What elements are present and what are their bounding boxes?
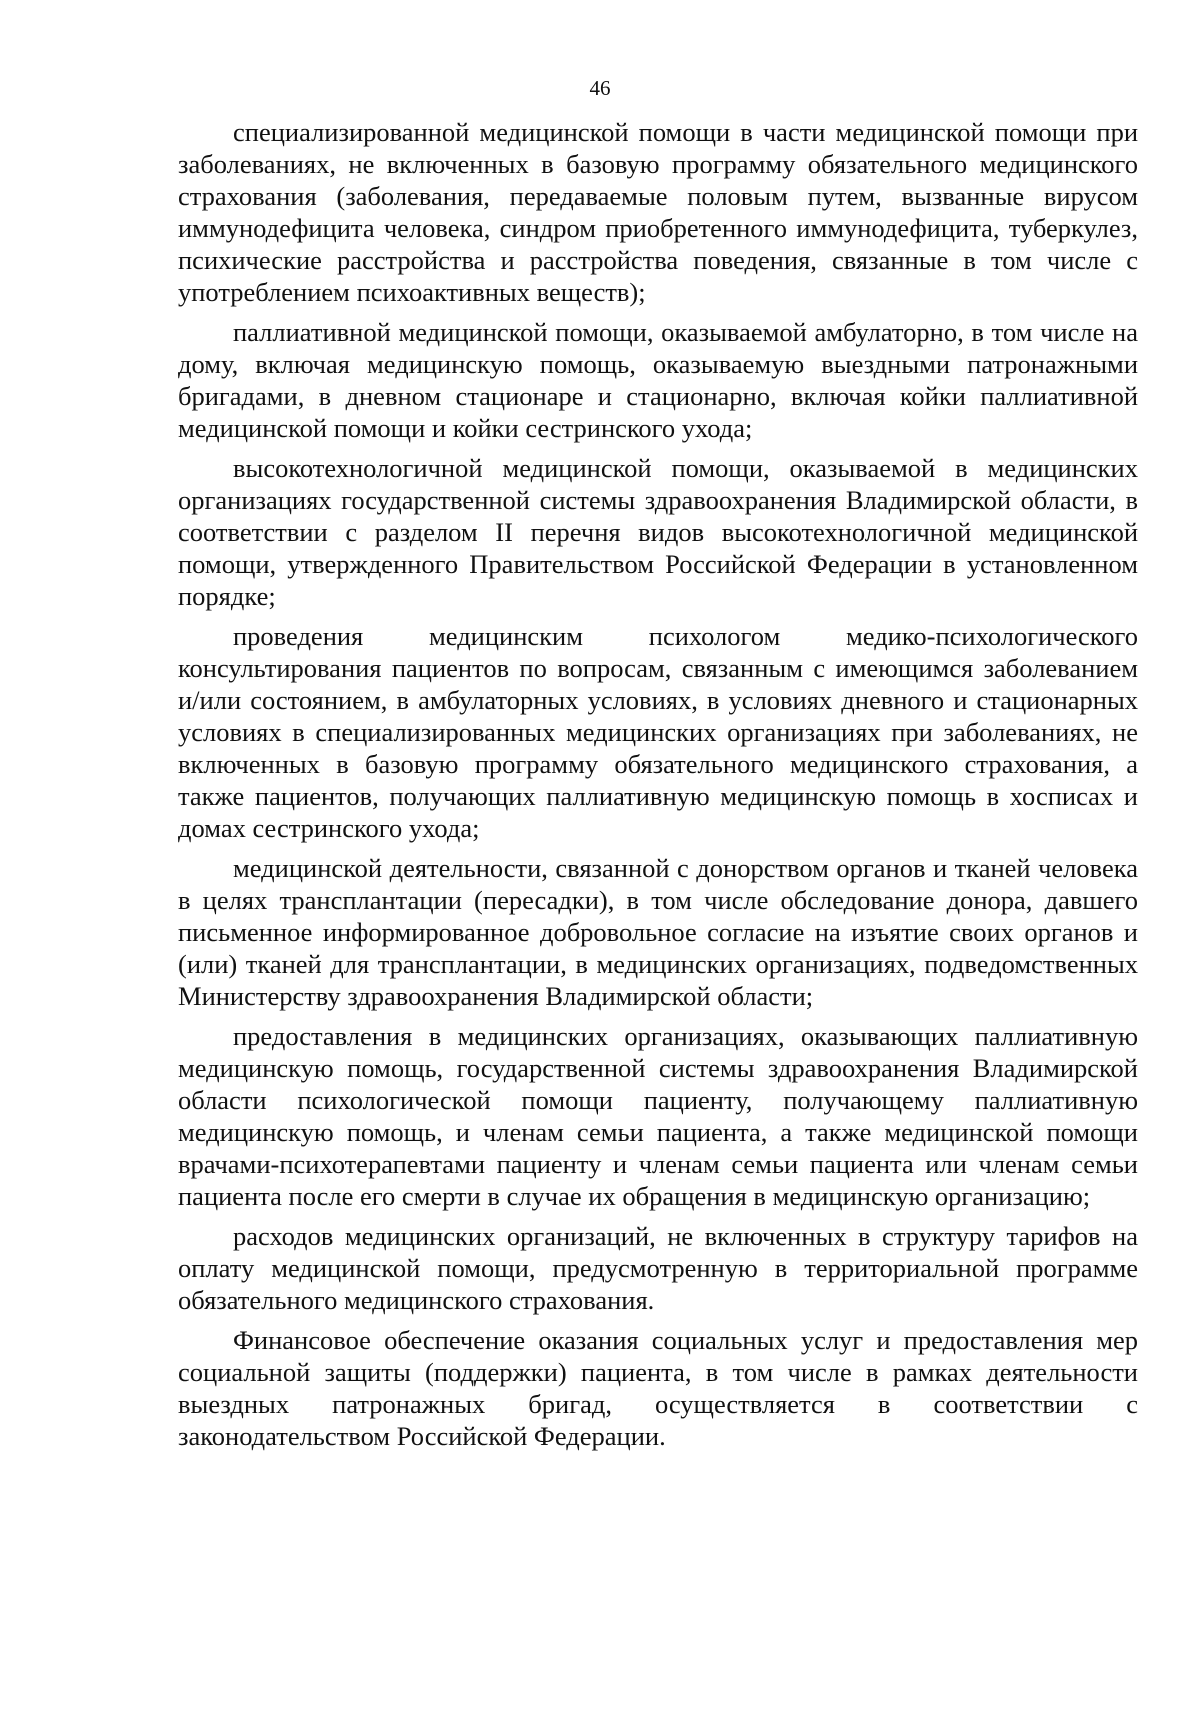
paragraph-high-tech-care: высокотехнологичной медицинской помощи, оказываемой в медицинских организациях государственной системы здравоохранения Владимирской области, в соответствии с разделом II перечня видов высокотехнологичной медицинской помощи, утвержденного Правительством Российской Федерации в установленном порядке; bbox=[178, 453, 1138, 611]
paragraph-palliative-care: паллиативной медицинской помощи, оказываемой амбулаторно, в том числе на дому, включая медицинскую помощь, оказываемую выездными патронажными бригадами, в дневном стационаре и стационарно, включая койки паллиативной медицинской помощи и койки сестринского ухода; bbox=[178, 317, 1138, 443]
document-body bbox=[178, 116, 1138, 1452]
paragraph-specialized-care: специализированной медицинской помощи в части медицинской помощи при заболеваниях, не включенных в базовую программу обязательного медицинского страхования (заболевания, передаваемые половым путем, вызванные вирусом иммунодефицита человека, синдром приобретенного иммунодефицита, туберкулез, психические расстройства и расстройства поведения, связанные в том числе с употреблением психоактивных веществ); bbox=[178, 117, 1138, 307]
paragraph-psychological-help: предоставления в медицинских организациях, оказывающих паллиативную медицинскую помощь, государственной системы здравоохранения Владимирской области психологической помощи пациенту, получающему паллиативную медицинскую помощь, и членам семьи пациента, а также медицинской помощи врачами-психотерапевтами пациенту и членам семьи пациента или членам семьи пациента после его смерти в случае их обращения в медицинскую организацию; bbox=[178, 1021, 1138, 1211]
paragraph-organ-donation: медицинской деятельности, связанной с донорством органов и тканей человека в целях трансплантации (пересадки), в том числе обследование донора, давшего письменное информированное добровольное согласие на изъятие своих органов и (или) тканей для трансплантации, в медицинских организациях, подведомственных Министерству здравоохранения Владимирской области; bbox=[178, 853, 1138, 1011]
paragraph-psychological-counseling: проведения медицинским психологом медико-психологического консультирования пациентов по вопросам, связанным с имеющимся заболеванием и/или состоянием, в амбулаторных условиях, в условиях дневного и стационарных условиях в специализированных медицинских организациях при заболеваниях, не включенных в базовую программу обязательного медицинского страхования, а также пациентов, получающих паллиативную медицинскую помощь в хосписах и домах сестринского ухода; bbox=[178, 621, 1138, 843]
paragraph-social-services-funding: Финансовое обеспечение оказания социальных услуг и предоставления мер социальной защиты (поддержки) пациента, в том числе в рамках деятельности выездных патронажных бригад, осуществляется в соответствии с законодательством Российской Федерации. bbox=[178, 1325, 1138, 1451]
paragraph-organization-expenses: расходов медицинских организаций, не включенных в структуру тарифов на оплату медицинской помощи, предусмотренную в территориальной программе обязательного медицинского страхования. bbox=[178, 1221, 1138, 1315]
page-number: 46 bbox=[589, 76, 611, 100]
